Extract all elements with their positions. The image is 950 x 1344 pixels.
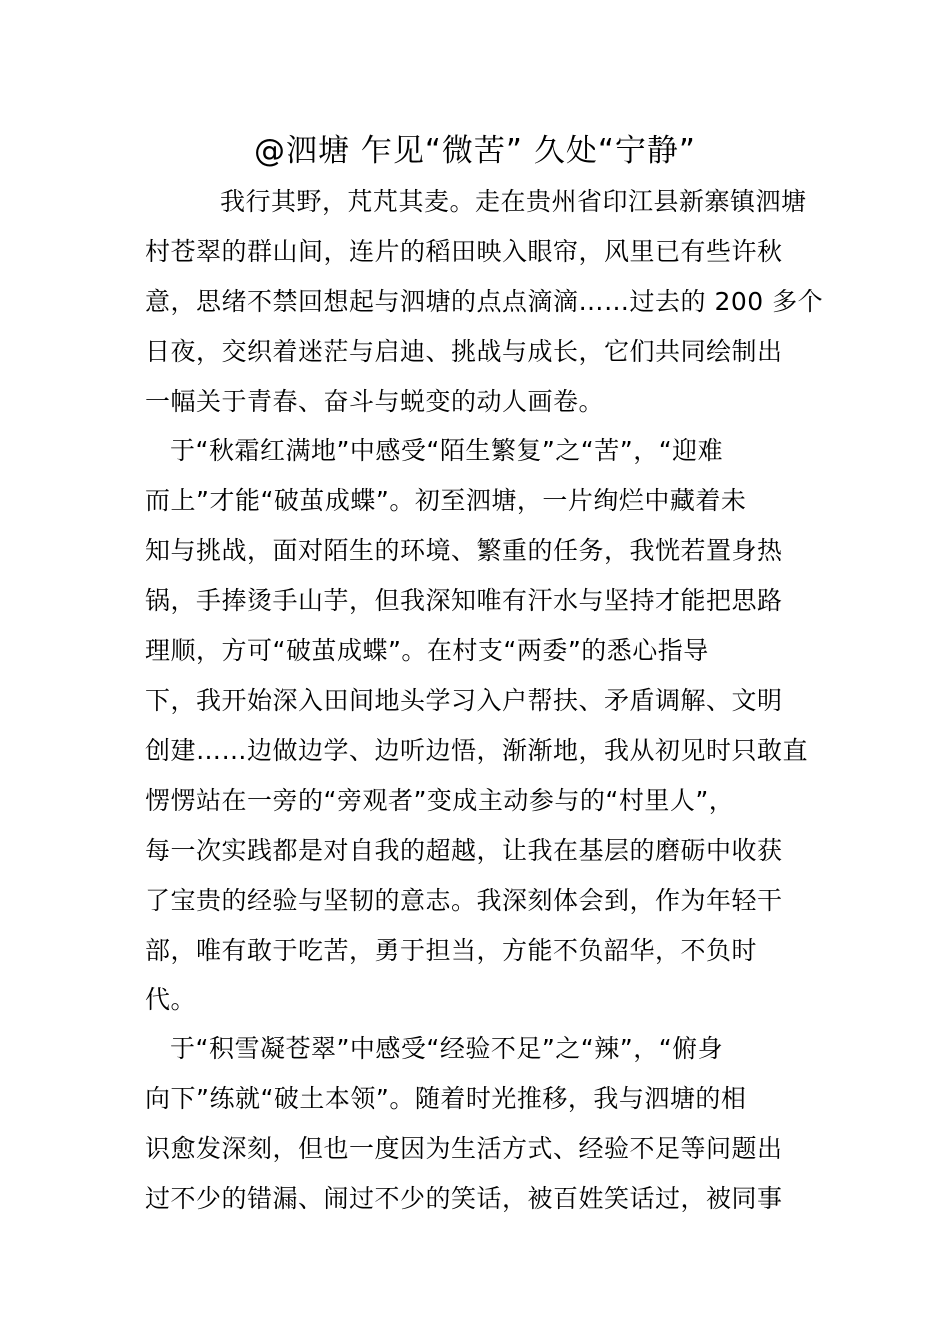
- paragraph-line: 每一次实践都是对自我的超越，让我在基层的磨砺中收获: [145, 836, 783, 865]
- paragraph-line: 村苍翠的群山间，连片的稻田映入眼帘，风里已有些许秋: [145, 237, 783, 266]
- paragraph-line: 部，唯有敢于吃苦，勇于担当，方能不负韶华，不负时: [145, 936, 758, 965]
- paragraph-line: 过不少的错漏、闹过不少的笑话，被百姓笑话过，被同事: [145, 1184, 783, 1213]
- paragraph-line: 而上”才能“破茧成蝶”。初至泗塘，一片绚烂中藏着未: [145, 486, 747, 515]
- paragraph-line: 一幅关于青春、奋斗与蜕变的动人画卷。: [145, 387, 605, 416]
- paragraph-line: 下，我开始深入田间地头学习入户帮扶、矛盾调解、文明: [145, 686, 783, 715]
- paragraph-line: 了宝贵的经验与坚韧的意志。我深刻体会到，作为年轻干: [145, 886, 783, 915]
- paragraph-line: 向下”练就“破土本领”。随着时光推移，我与泗塘的相: [145, 1084, 747, 1113]
- paragraph-line: 意，思绪不禁回想起与泗塘的点点滴滴……过去的 200 多个: [145, 287, 824, 316]
- paragraph-line: 知与挑战，面对陌生的环境、繁重的任务，我恍若置身热: [145, 536, 783, 565]
- paragraph-line: 愣愣站在一旁的“旁观者”变成主动参与的“村里人”，: [145, 786, 735, 815]
- paragraph-line: 代。: [145, 985, 197, 1014]
- paragraph-line: 日夜，交织着迷茫与启迪、挑战与成长，它们共同绘制出: [145, 337, 783, 366]
- paragraph-line: 于“积雪凝苍翠”中感受“经验不足”之“辣”，“俯身: [170, 1034, 724, 1063]
- paragraph-line: 理顺，方可“破茧成蝶”。在村支“两委”的悉心指导: [145, 636, 709, 665]
- paragraph-line: 我行其野，芃芃其麦。走在贵州省印江县新寨镇泗塘: [220, 187, 807, 216]
- paragraph-line: 识愈发深刻，但也一度因为生活方式、经验不足等问题出: [145, 1134, 783, 1163]
- paragraph-line: 锅，手捧烫手山芋，但我深知唯有汗水与坚持才能把思路: [145, 586, 783, 615]
- paragraph-line: 创建……边做边学、边听边悟，渐渐地，我从初见时只敢直: [145, 736, 809, 765]
- document-title: @泗塘 乍见“微苦” 久处“宁静”: [254, 133, 696, 169]
- paragraph-line: 于“秋霜红满地”中感受“陌生繁复”之“苦”，“迎难: [170, 436, 724, 465]
